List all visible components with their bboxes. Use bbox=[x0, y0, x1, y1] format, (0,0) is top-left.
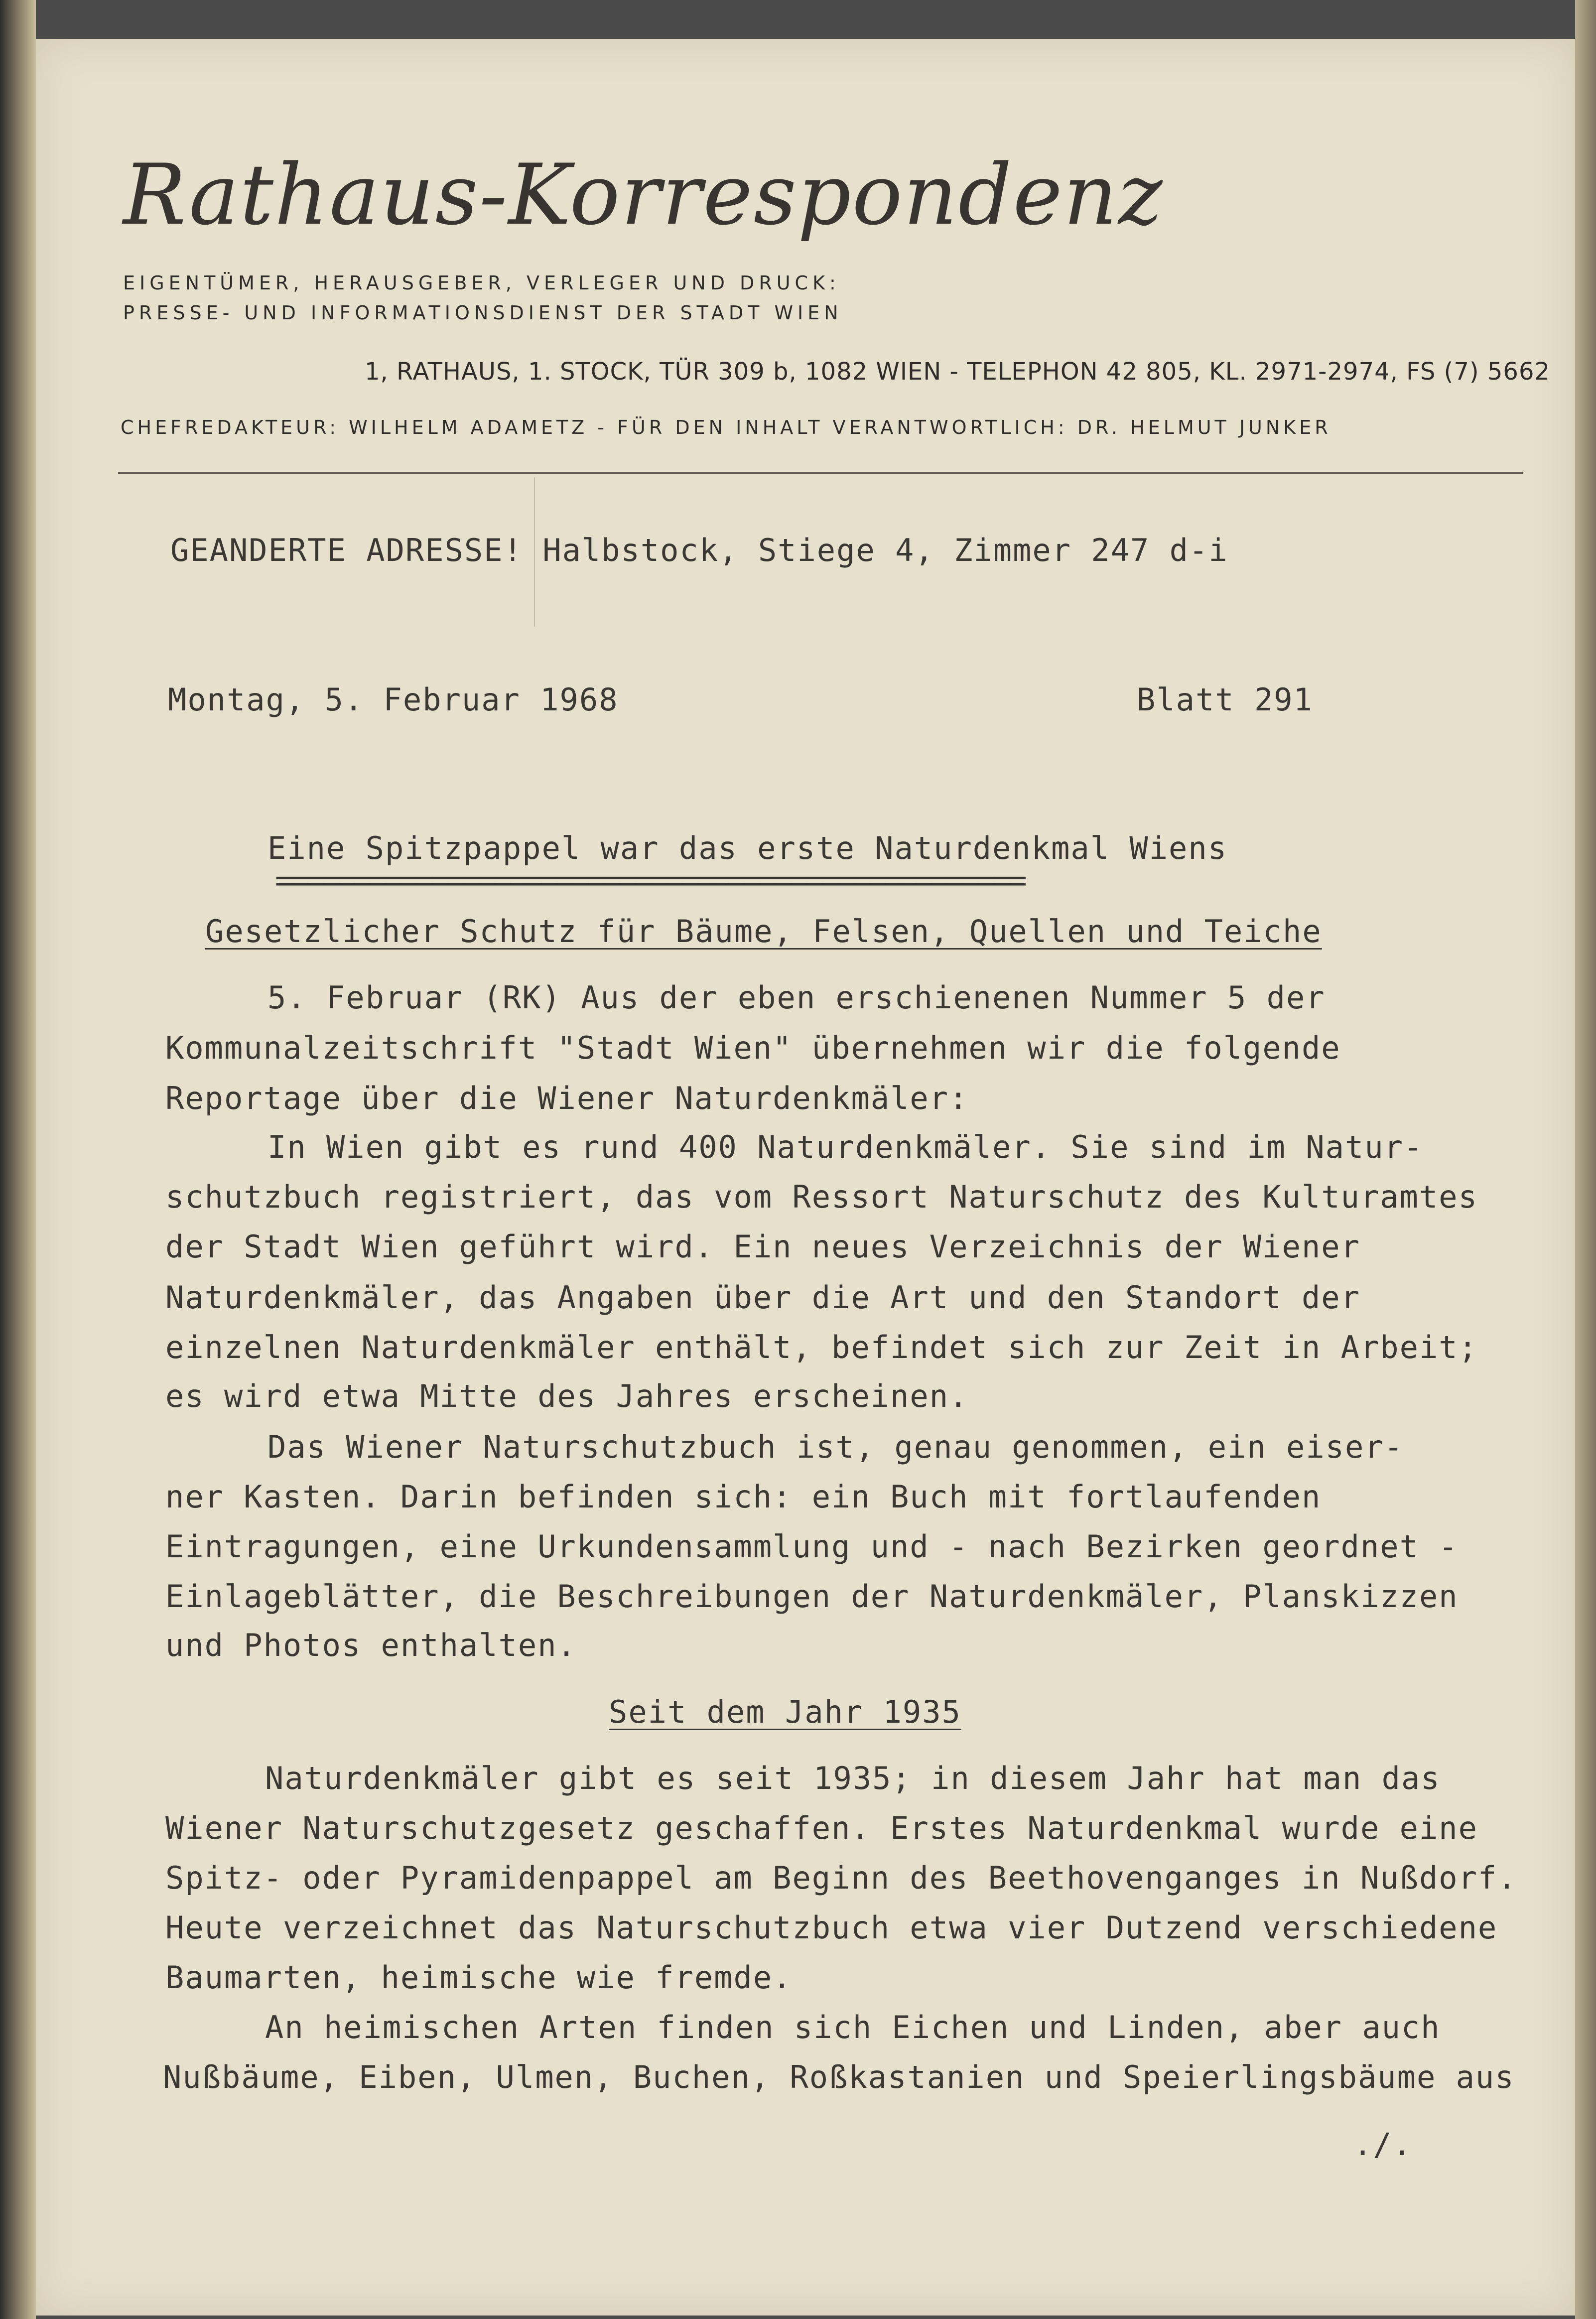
masthead-owner-line-1: EIGENTÜMER, HERAUSGEBER, VERLEGER UND DRUCK: bbox=[123, 272, 840, 294]
headline-double-rule: ================================================ bbox=[275, 862, 1024, 898]
sheet-number: Blatt 291 bbox=[1137, 682, 1313, 718]
body-line: einzelnen Naturdenkmäler enthält, befindet sich zur Zeit in Arbeit; bbox=[165, 1329, 1478, 1365]
document-page bbox=[36, 39, 1575, 2316]
body-line: Einlageblätter, die Beschreibungen der Naturdenkmäler, Planskizzen bbox=[165, 1578, 1459, 1615]
body-line: Spitz- oder Pyramidenpappel am Beginn des Beethovenganges in Nußdorf. bbox=[165, 1860, 1517, 1896]
body-line: Baumarten, heimische wie fremde. bbox=[165, 1959, 793, 1996]
body-line: Naturdenkmäler, das Angaben über die Art und den Standort der bbox=[165, 1279, 1360, 1316]
body-line: Naturdenkmäler gibt es seit 1935; in diesem Jahr hat man das bbox=[265, 1760, 1441, 1796]
body-line: Reportage über die Wiener Naturdenkmäler: bbox=[165, 1080, 969, 1116]
body-line: Nußbäume, Eiben, Ulmen, Buchen, Roßkastanien und Speierlingsbäume aus bbox=[163, 2059, 1515, 2095]
left-page-edge bbox=[0, 0, 36, 2319]
body-line: der Stadt Wien geführt wird. Ein neues Verzeichnis der Wiener bbox=[165, 1228, 1360, 1265]
body-line: In Wien gibt es rund 400 Naturdenkmäler. Sie sind im Natur- bbox=[267, 1129, 1424, 1165]
masthead-owner-line-2: PRESSE- UND INFORMATIONSDIENST DER STADT WIEN bbox=[123, 302, 843, 324]
body-line: Eintragungen, eine Urkundensammlung und - nach Bezirken geordnet - bbox=[165, 1528, 1459, 1565]
article-headline: Eine Spitzpappel war das erste Naturdenkmal Wiens bbox=[267, 830, 1228, 866]
body-line: 5. Februar (RK) Aus der eben erschienenen Nummer 5 der bbox=[267, 979, 1326, 1016]
article-subheadline: Gesetzlicher Schutz für Bäume, Felsen, Quellen und Teiche bbox=[205, 913, 1322, 950]
body-line: und Photos enthalten. bbox=[165, 1627, 577, 1663]
body-line: Kommunalzeitschrift "Stadt Wien" übernehmen wir die folgende bbox=[165, 1030, 1341, 1066]
continuation-mark: ./. bbox=[1353, 2126, 1412, 2163]
dateline-date: Montag, 5. Februar 1968 bbox=[168, 682, 619, 718]
body-line: schutzbuch registriert, das vom Ressort Naturschutz des Kulturamtes bbox=[165, 1179, 1478, 1215]
body-line: es wird etwa Mitte des Jahres erscheinen. bbox=[165, 1378, 969, 1414]
body-line: ner Kasten. Darin befinden sich: ein Buch mit fortlaufenden bbox=[165, 1479, 1322, 1515]
address-notice: GEANDERTE ADRESSE! Halbstock, Stiege 4, Zimmer 247 d-i bbox=[170, 532, 1228, 568]
binding-edge bbox=[1575, 0, 1596, 2319]
body-line: Wiener Naturschutzgesetz geschaffen. Erstes Naturdenkmal wurde eine bbox=[165, 1810, 1478, 1846]
masthead-title: Rathaus-Korrespondenz bbox=[123, 146, 1164, 244]
body-line: Heute verzeichnet das Naturschutzbuch etwa vier Dutzend verschiedene bbox=[165, 1910, 1498, 1946]
section-heading: Seit dem Jahr 1935 bbox=[609, 1694, 961, 1730]
body-line: Das Wiener Naturschutzbuch ist, genau genommen, ein eiser- bbox=[267, 1429, 1404, 1465]
masthead-rule bbox=[118, 472, 1523, 474]
body-line: An heimischen Arten finden sich Eichen und Linden, aber auch bbox=[265, 2009, 1441, 2046]
masthead-editor: CHEFREDAKTEUR: WILHELM ADAMETZ - FÜR DEN INHALT VERANTWORTLICH: DR. HELMUT JUNKER bbox=[121, 416, 1331, 438]
masthead-address: 1, RATHAUS, 1. STOCK, TÜR 309 b, 1082 WIEN - TELEPHON 42 805, KL. 2971-2974, FS (7) 5662 bbox=[365, 358, 1551, 386]
